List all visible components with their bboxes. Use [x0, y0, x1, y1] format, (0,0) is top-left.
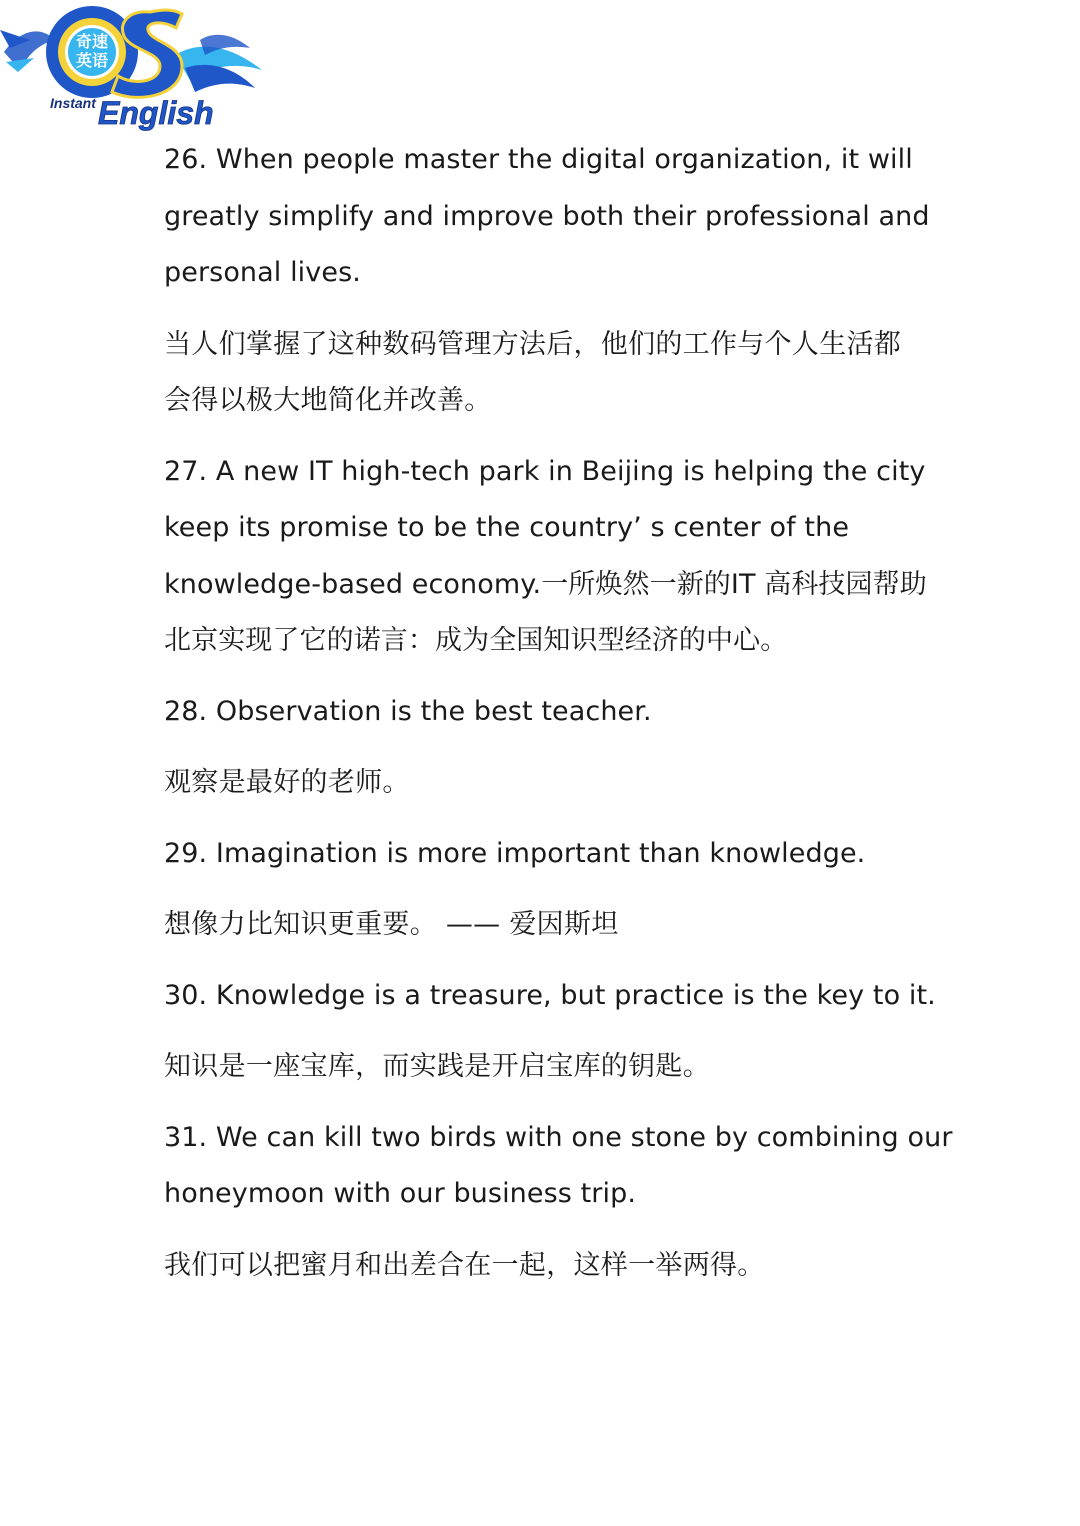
english-sentence-line: 27. A new IT high-tech park in Beijing is helping the city	[164, 455, 926, 487]
sentence-entry	[164, 968, 964, 1096]
instant-english-logo	[0, 0, 270, 140]
logo-badge-line1: 奇速	[75, 32, 109, 51]
logo-graphic	[0, 0, 270, 140]
chinese-translation-line: 想像力比知识更重要。 —— 爱因斯坦	[164, 909, 619, 940]
english-sentence-line: 29. Imagination is more important than knowledge.	[164, 837, 866, 869]
english-sentence-line: 26. When people master the digital organization, it will	[164, 144, 913, 175]
english-sentence-line: keep its promise to be the country’ s center of the	[164, 512, 850, 543]
logo-brand-large: English	[98, 95, 214, 131]
chinese-translation-line: 知识是一座宝库，而实践是开启宝库的钥匙。	[164, 1051, 710, 1082]
english-sentence-line: greatly simplify and improve both their professional and	[164, 200, 930, 232]
english-sentence-line: knowledge-based economy.一所焕然一新的IT 高科技园帮助	[164, 568, 927, 600]
logo-badge-line2: 英语	[75, 51, 109, 70]
sentence-list	[164, 132, 964, 1294]
sentence-entry	[164, 1110, 964, 1295]
chinese-translation-line: 我们可以把蜜月和出差合在一起，这样一举两得。	[164, 1249, 765, 1281]
english-sentence-line: 31. We can kill two birds with one stone by combining our	[164, 1121, 953, 1153]
sentence-entry	[164, 132, 964, 430]
english-sentence-line: 28. Observation is the best teacher.	[164, 695, 652, 727]
sentence-entry	[164, 444, 964, 670]
english-sentence-line: 北京实现了它的诺言：成为全国知识型经济的中心。	[164, 625, 788, 656]
chinese-translation-line: 会得以极大地简化并改善。	[164, 385, 492, 416]
sentence-entry	[164, 684, 964, 812]
chinese-translation-line: 当人们掌握了这种数码管理方法后，他们的工作与个人生活都	[164, 328, 902, 360]
chinese-translation-line: 观察是最好的老师。	[164, 767, 410, 798]
english-sentence-line: honeymoon with our business trip.	[164, 1178, 637, 1209]
english-sentence-line: 30. Knowledge is a treasure, but practice is the key to it.	[164, 979, 936, 1011]
sentence-entry	[164, 826, 964, 954]
logo-brand-small: Instant	[50, 95, 96, 111]
english-sentence-line: personal lives.	[164, 257, 361, 288]
